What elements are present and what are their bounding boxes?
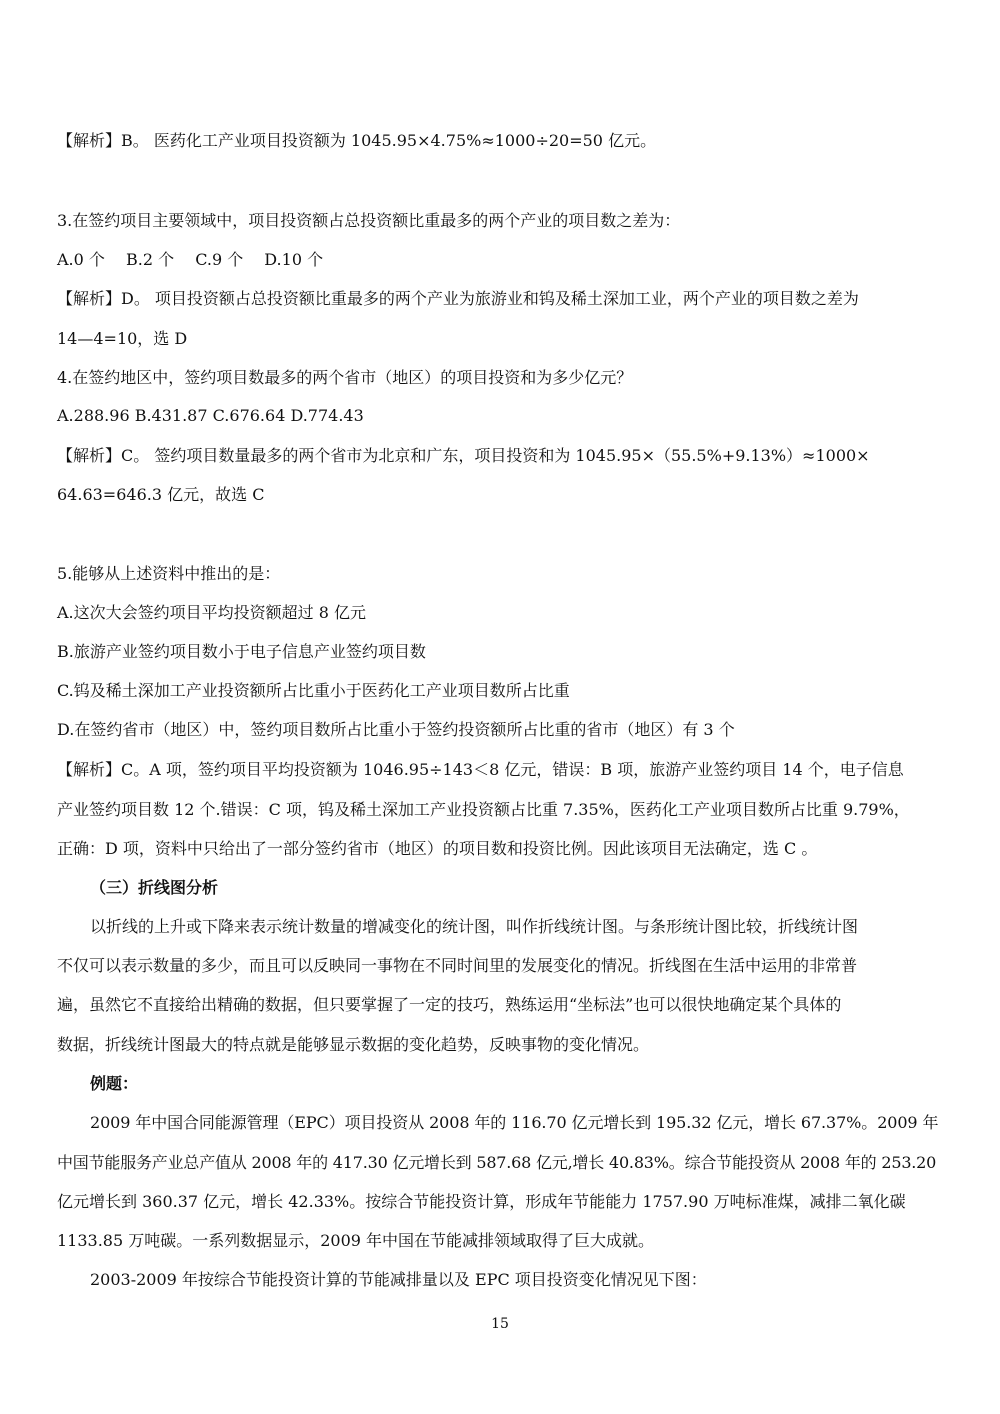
paragraph-2-line-4: 1133.85 万吨碳。一系列数据显示，2009 年中国在节能减排领域取得了巨大成就。: [57, 1231, 655, 1250]
paragraph-1-line-4: 数据，折线统计图最大的特点就是能够显示数据的变化趋势，反映事物的变化情况。: [57, 1035, 650, 1054]
example-label: 例题：: [90, 1074, 139, 1093]
question-5-option-c: C.钨及稀土深加工产业投资额所占比重小于医药化工产业项目数所占比重: [57, 681, 570, 700]
paragraph-2-line-1: 2009 年中国合同能源管理（EPC）项目投资从 2008 年的 116.70 亿元增长到 195.32 亿元，增长 67.37%。2009 年: [90, 1113, 939, 1132]
question-5-option-a: A.这次大会签约项目平均投资额超过 8 亿元: [57, 603, 366, 622]
paragraph-1-line-3: 遍，虽然它不直接给出精确的数据，但只要掌握了一定的技巧，熟练运用“坐标法”也可以很快地确定某个具体的: [57, 995, 842, 1014]
paragraph-1-line-1: 以折线的上升或下降来表示统计数量的增减变化的统计图，叫作折线统计图。与条形统计图比较，折线统计图: [90, 917, 859, 936]
question-3: 3.在签约项目主要领域中，项目投资额占总投资额比重最多的两个产业的项目数之差为：: [57, 211, 681, 230]
paragraph-1-line-2: 不仅可以表示数量的多少，而且可以反映同一事物在不同时间里的发展变化的情况。折线图在生活中运用的非常普: [57, 956, 858, 975]
question-5: 5.能够从上述资料中推出的是：: [57, 564, 281, 583]
answer-4-line-2: 64.63=646.3 亿元，故选 C: [57, 485, 265, 504]
answer-5-line-2: 产业签约项目数 12 个.错误：C 项，钨及稀土深加工产业投资额占比重 7.35%，医药化工产业项目数所占比重 9.79%，: [57, 800, 910, 819]
question-4-options: A.288.96 B.431.87 C.676.64 D.774.43: [57, 406, 364, 425]
page-number: 15: [491, 1316, 509, 1332]
answer-3-line-2: 14—4=10，选 D: [57, 329, 188, 348]
paragraph-2-line-2: 中国节能服务产业总产值从 2008 年的 417.30 亿元增长到 587.68 亿元,增长 40.83%。综合节能投资从 2008 年的 253.20: [57, 1153, 937, 1172]
question-5-option-d: D.在签约省市（地区）中，签约项目数所占比重小于签约投资额所占比重的省市（地区）有 3 个: [57, 720, 735, 739]
answer-2: 【解析】B。 医药化工产业项目投资额为 1045.95×4.75%≈1000÷20=50 亿元。: [57, 131, 657, 150]
answer-3-line-1: 【解析】D。 项目投资额占总投资额比重最多的两个产业为旅游业和钨及稀土深加工业，两个产业的项目数之差为: [57, 289, 859, 308]
paragraph-2-line-3: 亿元增长到 360.37 亿元，增长 42.33%。按综合节能投资计算，形成年节能能力 1757.90 万吨标准煤，减排二氧化碳: [57, 1192, 906, 1211]
section-heading: （三）折线图分析: [90, 878, 219, 897]
paragraph-3: 2003-2009 年按综合节能投资计算的节能减排量以及 EPC 项目投资变化情况见下图：: [90, 1270, 707, 1289]
question-3-options: A.0 个 B.2 个 C.9 个 D.10 个: [57, 250, 324, 269]
question-5-option-b: B.旅游产业签约项目数小于电子信息产业签约项目数: [57, 642, 426, 661]
question-4: 4.在签约地区中，签约项目数最多的两个省市（地区）的项目投资和为多少亿元？: [57, 368, 633, 387]
answer-5-line-3: 正确：D 项，资料中只给出了一部分签约省市（地区）的项目数和投资比例。因此该项目无法确定，选 C 。: [57, 839, 818, 858]
answer-5-line-1: 【解析】C。A 项，签约项目平均投资额为 1046.95÷143＜8 亿元，错误：B 项，旅游产业签约项目 14 个，电子信息: [57, 760, 904, 779]
answer-4-line-1: 【解析】C。 签约项目数量最多的两个省市为北京和广东，项目投资和为 1045.95×（55.5%+9.13%）≈1000×: [57, 446, 870, 465]
